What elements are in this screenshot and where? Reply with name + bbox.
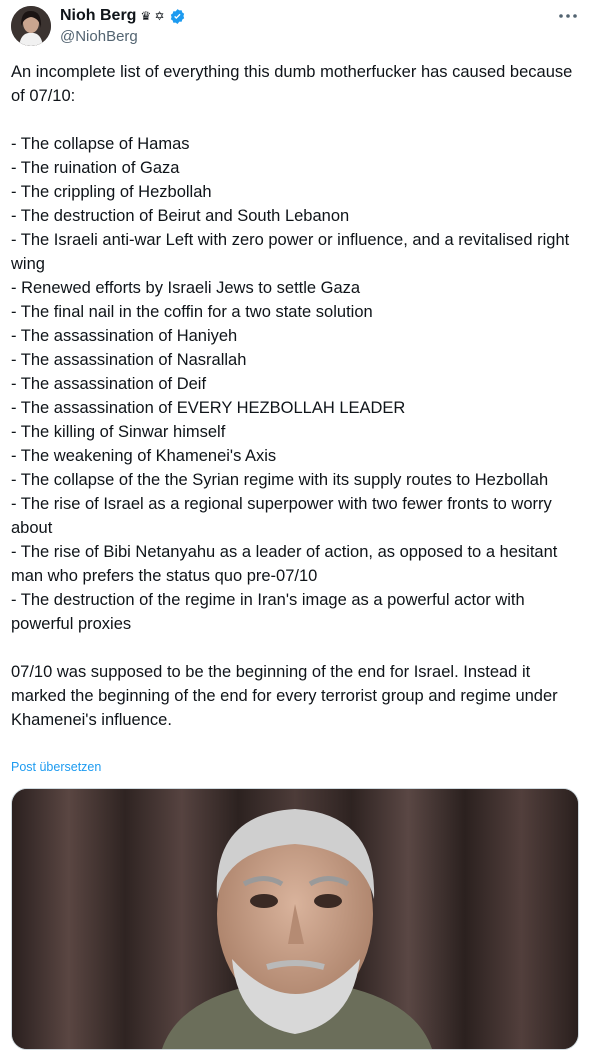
tweet-header bbox=[0, 0, 616, 60]
more-icon[interactable] bbox=[556, 4, 580, 28]
paragraph-gap bbox=[11, 636, 583, 660]
list-item: - The weakening of Khamenei's Axis bbox=[11, 447, 277, 465]
paragraph-gap bbox=[11, 108, 583, 132]
tweet-media-photo[interactable] bbox=[11, 788, 579, 1050]
list-item: - The destruction of the regime in Iran's image as a powerful actor with powerful proxies bbox=[11, 591, 525, 633]
author-name[interactable]: Nioh Berg bbox=[60, 7, 137, 24]
list-item: - The rise of Bibi Netanyahu as a leader of action, as opposed to a hesitant man who prefers the status quo pre-07/10 bbox=[11, 543, 558, 585]
list-item: - The collapse of Hamas bbox=[11, 135, 190, 153]
list-item: - The assassination of Nasrallah bbox=[11, 351, 247, 369]
tweet-outro: 07/10 was supposed to be the beginning of the end for Israel. Instead it marked the beginning of the end for every terrorist group and regime under Khamenei's influence. bbox=[11, 663, 558, 729]
list-item: - The killing of Sinwar himself bbox=[11, 423, 226, 441]
photo-image bbox=[12, 789, 578, 1049]
list-item: - The ruination of Gaza bbox=[11, 159, 180, 177]
list-item: - The crippling of Hezbollah bbox=[11, 183, 212, 201]
tweet-intro: An incomplete list of everything this dumb motherfucker has caused because of 07/10: bbox=[11, 63, 573, 105]
author-name-row bbox=[60, 6, 186, 26]
list-item: - The collapse of the the Syrian regime with its supply routes to Hezbollah bbox=[11, 471, 549, 489]
tweet-text bbox=[11, 60, 583, 732]
list-item: - The assassination of Deif bbox=[11, 375, 207, 393]
verified-badge-icon[interactable] bbox=[169, 8, 186, 25]
avatar[interactable] bbox=[11, 6, 51, 46]
list-item: - The assassination of EVERY HEZBOLLAH LEADER bbox=[11, 399, 406, 417]
list-item: - The final nail in the coffin for a two state solution bbox=[11, 303, 373, 321]
list-item: - The assassination of Haniyeh bbox=[11, 327, 238, 345]
author-handle[interactable]: @NiohBerg bbox=[60, 28, 138, 45]
list-item: - The destruction of Beirut and South Lebanon bbox=[11, 207, 350, 225]
avatar-image bbox=[11, 6, 51, 46]
list-item: - Renewed efforts by Israeli Jews to settle Gaza bbox=[11, 279, 361, 297]
list-item: - The rise of Israel as a regional superpower with two fewer fronts to worry about bbox=[11, 495, 552, 537]
list-item: - The Israeli anti-war Left with zero power or influence, and a revitalised right wing bbox=[11, 231, 570, 273]
more-dots bbox=[558, 13, 578, 19]
translate-post-link[interactable]: Post übersetzen bbox=[11, 760, 102, 774]
tweet-list bbox=[11, 132, 583, 636]
author-emoji-badges: ♛ ✡ bbox=[140, 9, 165, 23]
